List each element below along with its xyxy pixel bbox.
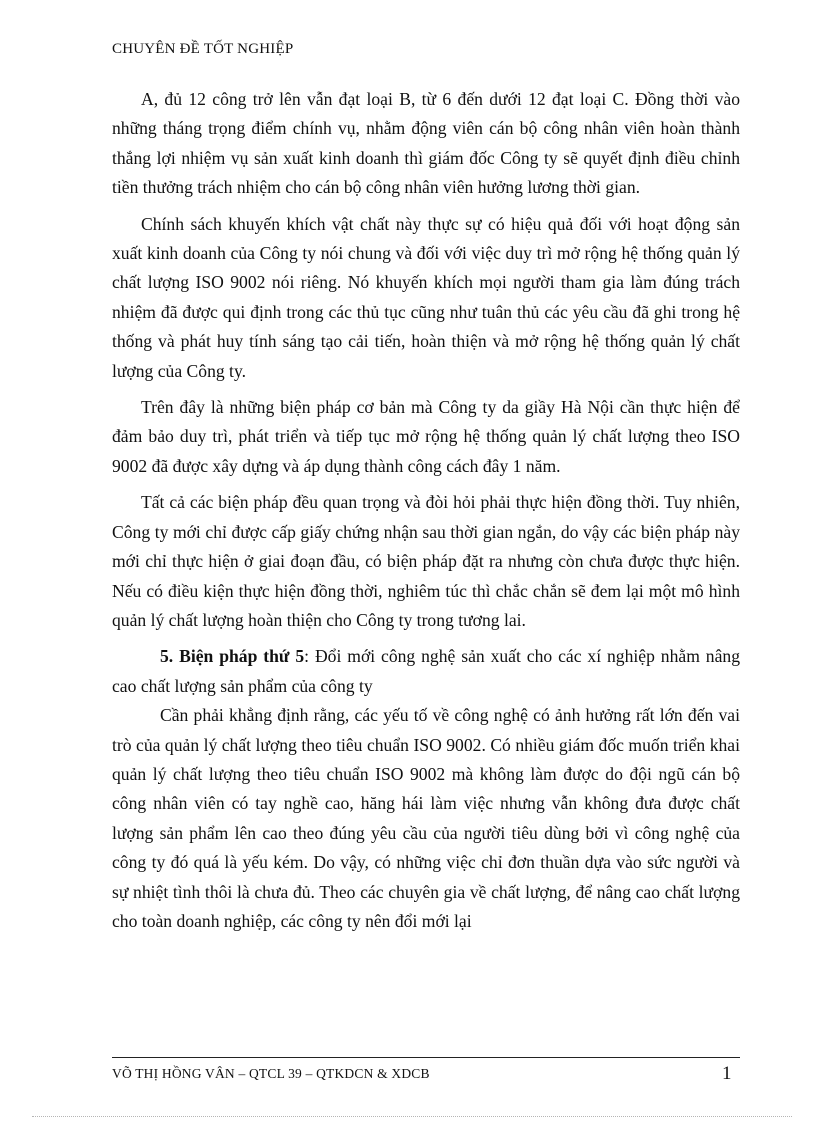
page-bottom-edge: [32, 1116, 792, 1117]
footer-divider: [112, 1057, 740, 1058]
body-text: [112, 85, 740, 936]
section-5-heading: [112, 642, 740, 701]
paragraph-2: Chính sách khuyến khích vật chất này thực sự có hiệu quả đối với hoạt động sản xuất kinh doanh của Công ty nói chung và đối với việc duy trì mở rộng hệ thống quản lý chất lượng ISO 9002 nói riêng. Nó khuyến khích mọi người tham gia làm đúng trách nhiệm đã được qui định trong các thủ tục cũng như tuân thủ các yêu cầu đã ghi trong hệ thống và phát huy tính sáng tạo cải tiến, hoàn thiện và mở rộng hệ thống quản lý chất lượng của Công ty.: [112, 213, 740, 381]
footer-author: VÕ THỊ HỒNG VÂN – QTCL 39 – QTKDCN & XDCB: [112, 1066, 430, 1081]
page-header: CHUYÊN ĐỀ TỐT NGHIỆP: [112, 41, 294, 57]
page-number: 1: [722, 1063, 732, 1084]
section-5-heading-bold: 5. Biện pháp thứ 5: [160, 646, 305, 667]
paragraph-4: Tất cả các biện pháp đều quan trọng và đòi hỏi phải thực hiện đồng thời. Tuy nhiên, Công ty mới chỉ được cấp giấy chứng nhận sau thời gian ngắn, do vậy các biện pháp này mới chỉ thực hiện ở giai đoạn đầu, có biện pháp đặt ra nhưng còn chưa được thực hiện. Nếu có điều kiện thực hiện đồng thời, nghiêm túc thì chắc chắn sẽ đem lại một mô hình quản lý chất lượng hoàn thiện cho Công ty trong tương lai.: [112, 492, 740, 630]
section-5-body: Cần phải khẳng định rằng, các yếu tố về công nghệ có ảnh hưởng rất lớn đến vai trò của quản lý chất lượng theo tiêu chuẩn ISO 9002. Có nhiều giám đốc muốn triển khai quản lý chất lượng theo tiêu chuẩn ISO 9002 mà không làm được do đội ngũ cán bộ công nhân viên có tay nghề cao, hăng hái làm việc nhưng vẫn không đưa được chất lượng sản phẩm lên cao theo đúng yêu cầu của người tiêu dùng bởi vì công nghệ của công ty đó quá là yếu kém. Do vậy, có những việc chỉ đơn thuần dựa vào sức người và sự nhiệt tình thôi là chưa đủ. Theo các chuyên gia về chất lượng, để nâng cao chất lượng cho toàn doanh nghiệp, các công ty nên đổi mới lại: [112, 705, 740, 931]
section-5-heading-text: : Đổi mới công nghệ sản xuất cho các xí nghiệp nhằm nâng cao chất lượng sản phẩm của công ty: [112, 646, 740, 696]
paragraph-3: Trên đây là những biện pháp cơ bản mà Công ty da giầy Hà Nội cần thực hiện để đảm bảo duy trì, phát triển và tiếp tục mở rộng hệ thống quản lý chất lượng theo ISO 9002 đã được xây dựng và áp dụng thành công cách đây 1 năm.: [112, 397, 740, 476]
paragraph-1: A, đủ 12 công trở lên vẫn đạt loại B, từ 6 đến dưới 12 đạt loại C. Đồng thời vào những tháng trọng điểm chính vụ, nhằm động viên cán bộ công nhân viên hoàn thành thắng lợi nhiệm vụ sản xuất kinh doanh thì giám đốc Công ty sẽ quyết định điều chỉnh tiền thưởng trách nhiệm cho cán bộ công nhân viên hưởng lương thời gian.: [112, 89, 740, 198]
